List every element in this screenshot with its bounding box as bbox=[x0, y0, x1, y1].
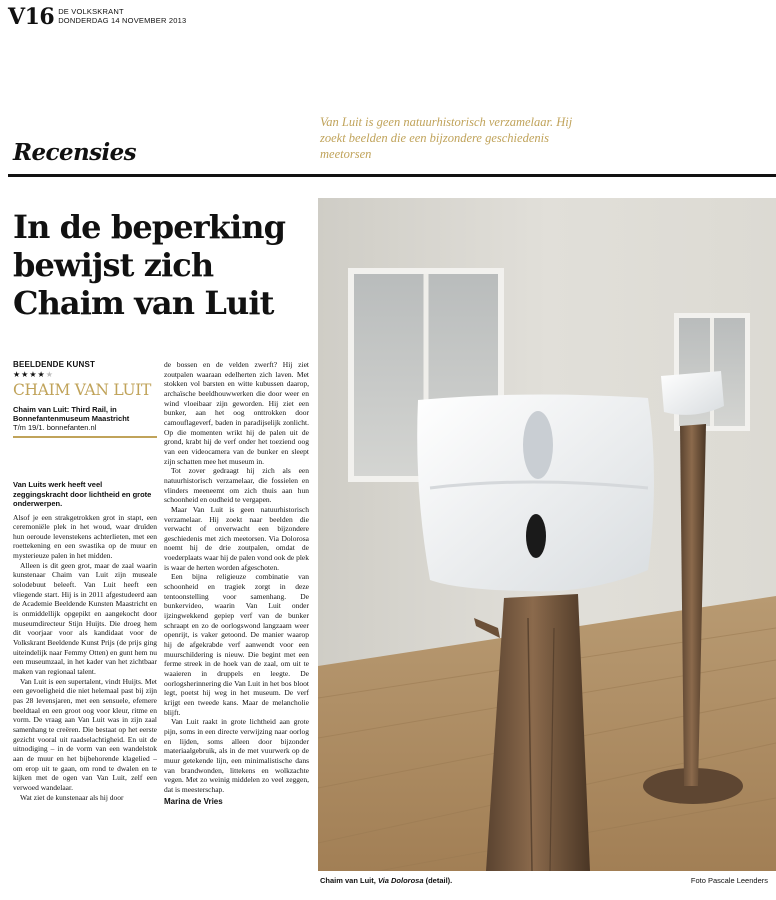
headline: In de beperking bewijst zich Chaim van Luit bbox=[13, 208, 286, 322]
article-paragraph: Alsof je een strakgetrokken grot in stapt, een ceremoniële plek in het woud, waar druïden hun oeroude levenstekens achterlieten, met een roettekening en een swastika op de muur en mysterieuze palen in het midden. bbox=[13, 512, 157, 561]
star-icon: ★ bbox=[29, 370, 38, 379]
byline: Marina de Vries bbox=[164, 796, 223, 806]
exhibition-dates: T/m 19/1. bonnefanten.nl bbox=[13, 423, 97, 432]
review-category: BEELDENDE KUNST bbox=[13, 360, 96, 369]
exhibition-details: Chaim van Luit: Third Rail, in Bonnefantenmuseum Maastricht bbox=[13, 405, 130, 423]
photo-caption bbox=[320, 876, 452, 885]
article-paragraph: Maar Van Luit is geen natuurhistorisch verzamelaar. Hij zoekt naar beelden die verwacht of onverwacht een bijzondere geschiedenis met zich meetorsen. Via Dolorosa noemt hij de drie zoutpalen, omdat de voederplaats waar hij de palen vond ook de plek is waar de herten worden afgeschoten. bbox=[164, 504, 309, 572]
star-empty-icon: ★ bbox=[45, 370, 54, 379]
article-paragraph: Van Luit raakt in grote lichtheid aan grote pijn, soms in een directe verwijzing naar oorlog en lijden, soms alleen door bijzonder materiaalgebruik, als in de met vuurwerk op de muur getekende lijn, een minimalistische dans van brandwonden, littekens en wolkzachte vegen. Met zo weinig middelen zo veel zeggen, dat is meesterschap. bbox=[164, 717, 309, 794]
masthead-text bbox=[58, 7, 186, 25]
infobox-rule bbox=[13, 436, 157, 438]
artwork-photo bbox=[318, 198, 776, 871]
article-paragraph: Wat ziet de kunstenaar als hij door bbox=[20, 792, 124, 802]
section-rule bbox=[8, 174, 776, 177]
article-paragraph: Een bijna religieuze combinatie van schoonheid en tragiek zorgt in deze tentoonstelling voor samenhang. De bunkervideo, waarin Van Luit onder ijzingwekkend gepiep verf van de bunker schraapt en zo de oorlogswond langzaam weer openrijt, is vaker getoond. De manier waarop hij de afgekrabde verf aanwendt voor een muurschildering is nieuw. Die begint met een ferme streek in de hoek van de zaal, om uit te waaieren in druppels en leegte. De oorlogsherinnering die Van Luit in het bos bloot legt, poetst hij weg in het museum. De verf krijgt een tweede kans. Maar de melancholie blijft. bbox=[164, 572, 309, 717]
star-rating bbox=[13, 370, 157, 380]
star-icon: ★ bbox=[13, 370, 22, 379]
caption-prefix: Chaim van Luit, bbox=[320, 876, 378, 885]
caption-suffix: (detail). bbox=[423, 876, 453, 885]
article-paragraph: de bossen en de velden zwerft? Hij ziet zoutpalen waaraan edelherten zich laven. Met stokken vol barsten en witte kubussen daarop, archaïsche beeldhouwwerken die door weer en wind vloeibaar zijn geworden. Hij ziet een bunker, aan het oog onttrokken door camouflageverf, baden in paradijselijk zonlicht. Op die momenten wrikt hij de palen uit de grond, krabt hij de verf onder het toeziend oog van een videocamera van de bunker en sleept zijn schatten mee het museum in. bbox=[164, 360, 309, 466]
star-icon: ★ bbox=[21, 370, 30, 379]
article-lead: Van Luits werk heeft veel zeggingskracht door lichtheid en grote onderwerpen. bbox=[13, 480, 152, 508]
masthead bbox=[8, 6, 186, 30]
publication-name: DE VOLKSKRANT bbox=[58, 7, 124, 16]
review-infobox bbox=[13, 360, 157, 438]
article-column-1 bbox=[13, 480, 157, 802]
publication-date: DONDERDAG 14 NOVEMBER 2013 bbox=[58, 16, 187, 25]
section-title: Recensies bbox=[13, 139, 136, 166]
photo-credit: Foto Pascale Leenders bbox=[690, 876, 768, 885]
pull-quote: Van Luit is geen natuurhistorisch verzamelaar. Hij zoekt beelden die een bijzondere geschiedenis meetorsen bbox=[320, 115, 573, 161]
page-number: V16 bbox=[8, 4, 55, 30]
article-paragraph: Tot zover gedraagt hij zich als een natuurhistorisch verzamelaar, die fossielen en vlinders meeneemt om zich thuis aan hun schoonheid en oudheid te vergapen. bbox=[164, 466, 309, 505]
star-icon: ★ bbox=[37, 370, 46, 379]
article-column-2 bbox=[164, 360, 309, 807]
caption-title: Via Dolorosa bbox=[377, 876, 424, 885]
article-paragraph: Alleen is dit geen grot, maar de zaal waarin kunstenaar Chaim van Luit zijn museale solodebuut beleeft. Van Luit heeft een vliegende start. Hij is in 2011 afgestudeerd aan de Academie Beeldende Kunsten Maastricht en is onmiddellijk opgepikt en aangekocht door museumdirecteur Stijn Huijts. Die droeg hem dit voorjaar voor als kandidaat voor de Volkskrant Beeldende Kunst Prijs (de prijs ging uiteindelijk naar Femmy Otten) en gunt hem nu een museumzaal, in het kader van het zichtbaar maken van regionaal talent. bbox=[13, 560, 157, 676]
article-paragraph: Van Luit is een supertalent, vindt Huijts. Met een gevoeligheid die niet helemaal past bij zijn pas 28 levensjaren, met een sensuele, efemere beeldtaal en een groot oog voor kleur, ritme en vorm. De vraag aan Van Luit was in zijn zaal samenhang te creëren. Die bestaat op het eerste gezicht vooral uit raadselachtigheid. En uit de uitnodiging – in de vorm van een wandelstok aan de muur en het bijbehorende klagelied – om erop uit te gaan, om rond te dwalen en te kijken met de ogen van Van Luit, zelf een verwoed wandelaar. bbox=[13, 676, 157, 792]
artist-name: CHAIM VAN LUIT bbox=[13, 381, 152, 399]
